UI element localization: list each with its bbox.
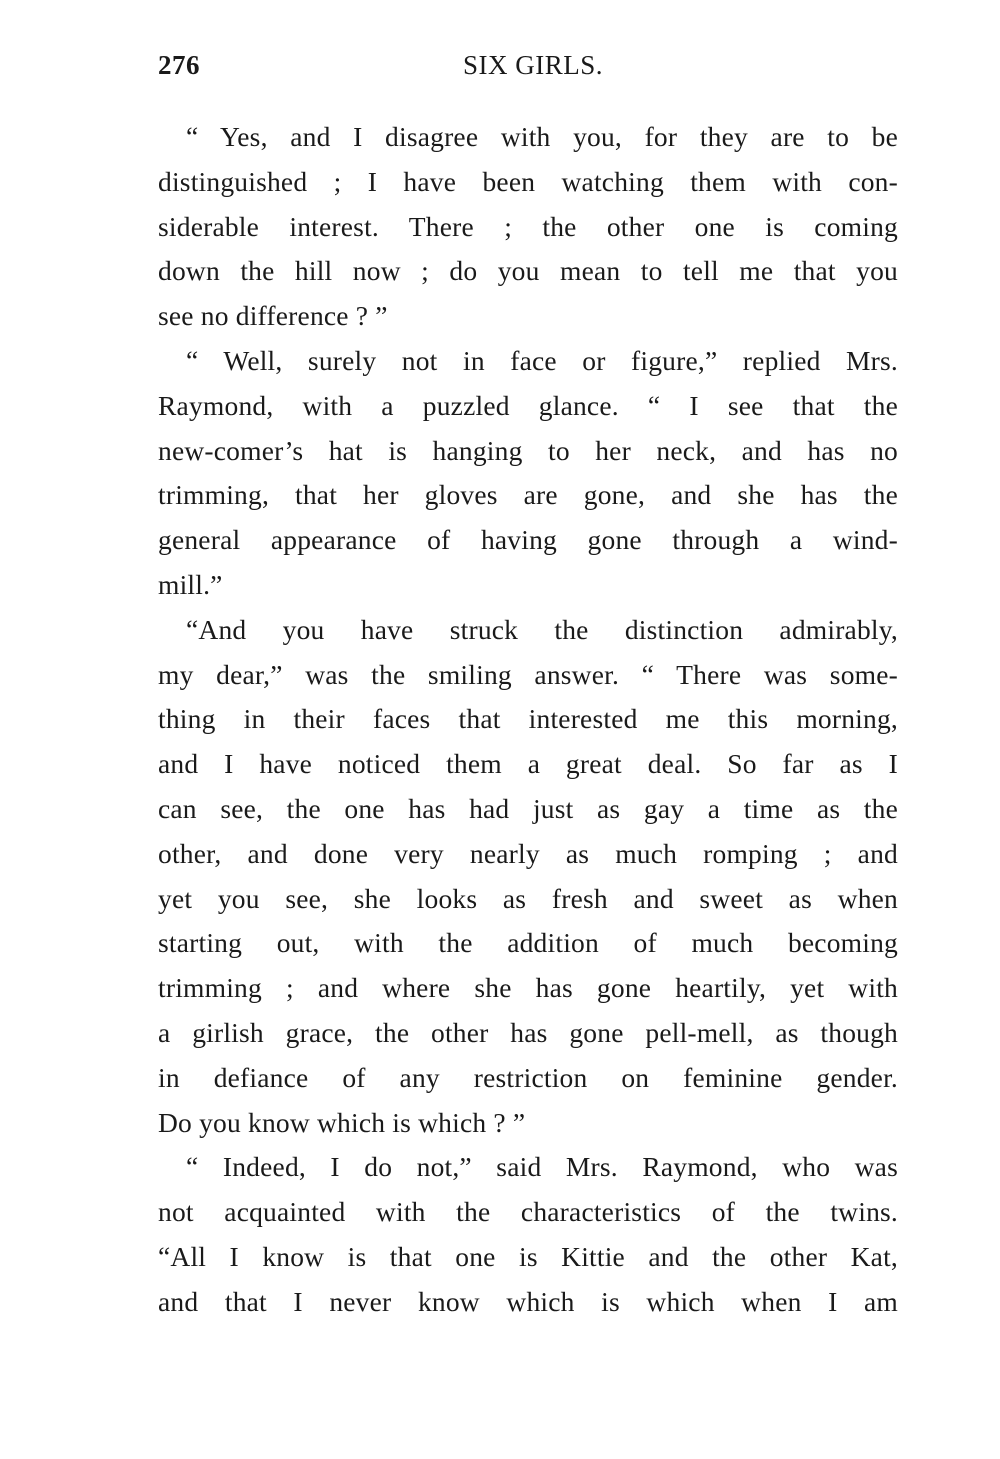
- text-line: siderable interest. There ; the other one is coming: [158, 210, 898, 242]
- text-line: trimming, that her gloves are gone, and she has the: [158, 479, 898, 511]
- text-line: not acquainted with the characteristics of the twins.: [158, 1196, 898, 1228]
- text-line: mill.”: [158, 568, 223, 600]
- text-line: in defiance of any restriction on feminine gender.: [158, 1061, 898, 1093]
- paragraph: [158, 608, 898, 1146]
- text-line: Raymond, with a puzzled glance. “ I see that the: [158, 389, 898, 421]
- text-line: my dear,” was the smiling answer. “ There was some-: [158, 658, 898, 690]
- paragraph: [158, 339, 898, 608]
- text-line: “ Indeed, I do not,” said Mrs. Raymond, who was: [186, 1151, 898, 1183]
- text-line: starting out, with the addition of much becoming: [158, 927, 898, 959]
- text-line: and I have noticed them a great deal. So far as I: [158, 748, 898, 780]
- text-line: distinguished ; I have been watching them with con-: [158, 165, 898, 197]
- text-line: “ Well, surely not in face or figure,” replied Mrs.: [186, 344, 898, 376]
- text-line: “All I know is that one is Kittie and the other Kat,: [158, 1240, 898, 1272]
- paragraph: [158, 115, 898, 339]
- text-line: other, and done very nearly as much romping ; and: [158, 837, 898, 869]
- text-line: “ Yes, and I disagree with you, for they are to be: [186, 121, 898, 152]
- text-line: Do you know which is which ? ”: [158, 1106, 526, 1138]
- text-line: down the hill now ; do you mean to tell me that you: [158, 255, 898, 287]
- running-title: SIX GIRLS.: [462, 50, 603, 80]
- text-line: and that I never know which is which when I am: [158, 1285, 898, 1317]
- text-line: new-comer’s hat is hanging to her neck, and has no: [158, 434, 898, 466]
- text-line: general appearance of having gone through a wind-: [158, 524, 898, 556]
- page-number: 276: [158, 50, 200, 80]
- page-header: [158, 50, 898, 86]
- text-line: yet you see, she looks as fresh and sweet as when: [158, 882, 898, 914]
- text-line: thing in their faces that interested me this morning,: [158, 703, 898, 735]
- text-line: trimming ; and where she has gone heartily, yet with: [158, 972, 898, 1004]
- body-text: [158, 115, 898, 1325]
- text-line: see no difference ? ”: [158, 300, 388, 332]
- text-line: “And you have struck the distinction admirably,: [186, 613, 898, 645]
- text-line: can see, the one has had just as gay a time as the: [158, 792, 898, 824]
- paragraph: [158, 1145, 898, 1324]
- text-line: a girlish grace, the other has gone pell-mell, as though: [158, 1016, 898, 1048]
